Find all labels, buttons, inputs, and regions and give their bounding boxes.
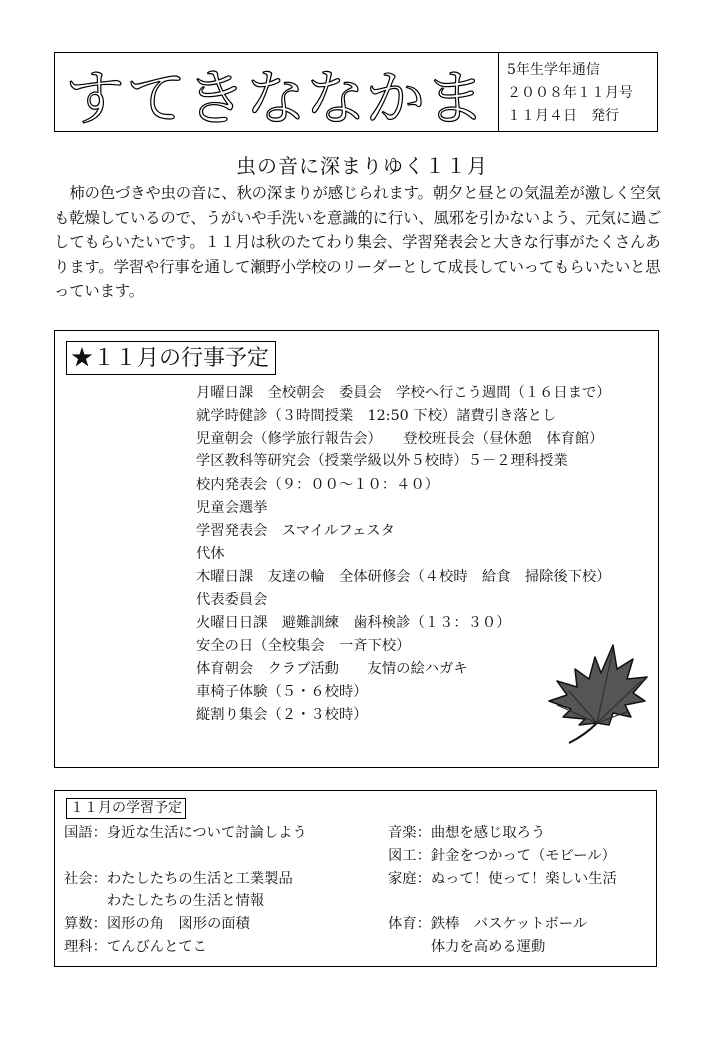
event-text: 月曜日課 全校朝会 委員会 学校へ行こう週間（１６日まで） [196, 385, 611, 401]
event-text: 就学時健診（３時間授業 12:50 下校）諸費引き落とし [196, 408, 557, 424]
event-text: 児童朝会（修学旅行報告会） 登校班長会（昼休憩 体育館） [196, 431, 604, 447]
study-item: わたしたちの生活と情報 [64, 893, 265, 909]
event-text: 児童会選挙 [196, 500, 268, 516]
intro-paragraph: 柿の色づきや虫の音に、秋の深まりが感じられます。朝夕と昼との気温差が激しく空気も乾燥しているので、うがいや手洗いを意識的に行い、風邪を引かないよう、元気に過ごしてもらいたいです。１１月は秋のたてわり集会、学習発表会と大きな行事がたくさんあります。学習や行事を通して瀬野小学校のリーダーとして成長していってもらいたいと思っています。 [54, 184, 662, 300]
issue-grade: 5年生学年通信 [507, 62, 600, 78]
maple-leaf-icon [539, 639, 651, 753]
event-text: 木曜日課 友達の輪 全体研修会（４校時 給食 掃除後下校） [196, 569, 611, 585]
study-section [54, 790, 657, 967]
newsletter-title-art [55, 53, 498, 131]
study-heading: １１月の学習予定 [66, 798, 186, 819]
event-text: 代表委員会 [196, 592, 268, 608]
study-item: 体育：鉄棒 バスケットボール [388, 916, 588, 932]
event-text: 縦割り集会（２・３校時） [196, 707, 368, 723]
study-item: 算数：図形の角 図形の面積 [64, 916, 250, 932]
issue-info [507, 59, 633, 128]
event-text: 安全の日（全校集会 一斉下校） [196, 638, 411, 654]
study-item: 社会：わたしたちの生活と工業製品 [64, 871, 293, 887]
events-section [54, 330, 659, 768]
event-text: 車椅子体験（５・６校時） [196, 684, 368, 700]
event-text-continued: 学区教科等研究会（授業学級以外５校時）５－２理科授業 [196, 453, 568, 469]
intro-heading: 虫の音に深まりゆく１１月 [236, 154, 488, 178]
event-text: 校内発表会（９：００～１０：４０） [196, 477, 440, 493]
newsletter-header [54, 52, 658, 132]
event-text: 学習発表会 スマイルフェスタ [196, 523, 395, 539]
event-text: 代休 [196, 546, 225, 562]
study-item: 図工：針金をつかって（モビール） [388, 848, 616, 864]
study-item: 体力を高める運動 [388, 939, 546, 955]
newsletter-title: すてきななかま [65, 64, 485, 131]
events-heading: ★１１月の行事予定 [66, 341, 276, 375]
issue-number: ２００８年１１月号 [507, 85, 633, 101]
study-item: 音楽：曲想を感じ取ろう [388, 825, 546, 841]
study-item: 国語：身近な生活について討論しよう [64, 825, 307, 841]
issue-date: １１月４日 発行 [507, 108, 619, 124]
event-text: 火曜日日課 避難訓練 歯科検診（１３：３０） [196, 615, 511, 631]
newsletter-title-box [55, 53, 499, 131]
study-item: 理科：てんびんとてこ [64, 939, 207, 955]
event-text: 体育朝会 クラブ活動 友情の絵ハガキ [196, 661, 468, 677]
study-item: 家庭：ぬって！使って！楽しい生活 [388, 871, 617, 887]
